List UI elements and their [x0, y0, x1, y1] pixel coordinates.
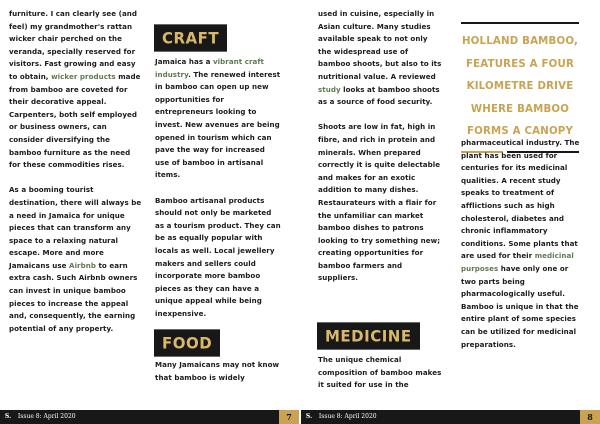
- pull-quote: [461, 22, 579, 153]
- heading-food: FOOD: [154, 329, 220, 356]
- page-number: 8: [580, 410, 600, 424]
- divider: [461, 22, 579, 24]
- link-vibrant-craft-industry[interactable]: vibrant craft industry: [155, 57, 264, 79]
- footer-right: [301, 410, 600, 424]
- column-2-bottom: [155, 359, 281, 397]
- heading-medicine: MEDICINE: [317, 322, 420, 349]
- paragraph: furniture. I can clearly see (and feel) my grandmother's rattan wicker chair perched on the veranda, specially reserved for visitors. Fast growing and easy to obtain, wicker products made from bamboo are coveted for their decorative appeal. Carpenters, both self employed or business owners, can consider diversifying the bamboo furniture as the need for these commodities rises.: [9, 9, 141, 170]
- logo-mark: S.: [4, 413, 12, 420]
- pull-quote-text: HOLLAND BAMBOO, FEATURES A FOUR KILOMETRE DRIVE WHERE BAMBOO FORMS A CANOPY: [461, 36, 579, 137]
- link-airbnb[interactable]: Airbnb: [69, 260, 96, 270]
- footer-left: [0, 410, 299, 424]
- link-medicinal-purposes[interactable]: medicinal purposes: [461, 251, 574, 273]
- issue-label: Issue 8: April 2020: [318, 413, 377, 420]
- link-wicker-products[interactable]: wicker products: [51, 71, 116, 81]
- column-3-top: [318, 8, 442, 298]
- paragraph: As a booming tourist destination, there will always be a need in Jamaica for unique pieces that can transform any space to a relaxing natural escape. More and more Jamaicans use Airbnb to earn extra cash. Such Airbnb owners can invest in unique bamboo pieces to increase the appeal and, consequently, the earning potential of any property.: [9, 185, 142, 333]
- paragraph: The unique chemical composition of bamboo makes it suited for use in the: [318, 355, 442, 390]
- page-number: 7: [279, 410, 299, 424]
- heading-craft: CRAFT: [154, 24, 227, 51]
- link-study[interactable]: study: [318, 84, 341, 94]
- paragraph: Many Jamaicans may not know that bamboo is widely: [155, 360, 280, 382]
- paragraph: used in cuisine, especially in Asian culture. Many studies available speak to not only the widespread use of bamboo shoots, but also to its nutritional value. A reviewed study looks at bamboo shoots as a source of food security.: [318, 9, 442, 107]
- column-4: [461, 137, 585, 364]
- logo-mark: S.: [305, 413, 313, 420]
- column-2-top: [155, 56, 281, 333]
- column-3-bottom: [318, 354, 442, 404]
- paragraph: pharmaceutical industry. The plant has been used for centuries for its medicinal qualities. A recent study speaks to treatment of afflictions such as high cholesterol, diabetes and chronic inflammatory conditions. Some plants that are used for their medicinal purposes have only one or two parts being pharmacologically useful. Bamboo is unique in that the entire plant of some species can be utilized for medicinal preparations.: [461, 138, 580, 349]
- column-1: [9, 8, 143, 348]
- paragraph: Jamaica has a vibrant craft industry. The renewed interest in bamboo can open up new opportunities for entrepreneurs looking to invest. New avenues are being opened in tourism which can pave the way for increased use of bamboo in artisanal items.: [155, 57, 281, 180]
- paragraph: Shoots are low in fat, high in fibre, and rich in protein and minerals. When prepared correctly it is quite delectable and makes for an exotic addition to many dishes. Restaurateurs with a flair for the unfamiliar can market bamboo dishes to patrons looking to try something new; creating opportunities for bamboo farmers and suppliers.: [318, 122, 441, 283]
- paragraph: Bamboo artisanal products should not only be marketed as a tourism product. They can be as equally popular with locals as well. Local jewellery makers and sellers could incorporate more bamboo pieces as they can have a unique appeal while being inexpensive.: [155, 195, 281, 318]
- issue-label: Issue 8: April 2020: [17, 413, 76, 420]
